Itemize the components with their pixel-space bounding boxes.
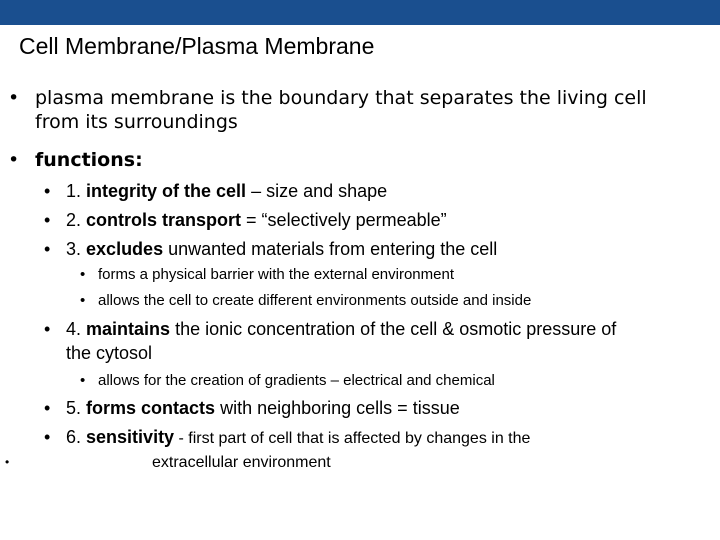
bullet-boundary (8, 86, 647, 134)
item-key-term: forms contacts (86, 398, 216, 418)
bullet-marker: • (8, 149, 20, 171)
bullet-marker: • (80, 292, 86, 309)
bullet-marker: • (44, 319, 51, 339)
item-key-term: integrity of the cell (86, 181, 247, 201)
sub-bullet (80, 265, 454, 285)
function-item (44, 317, 616, 365)
function-item (44, 425, 530, 451)
item-description: with neighboring cells = tissue (215, 398, 460, 418)
functions-heading: functions: (35, 149, 143, 171)
bullet-marker: • (44, 427, 51, 447)
function-item (44, 396, 460, 420)
sub-bullet-text: allows for the creation of gradients – electrical and chemical (98, 372, 495, 389)
item-description: – size and shape (246, 181, 388, 201)
item-key-term: excludes (86, 239, 164, 259)
item-key-term: controls transport (86, 210, 242, 230)
item-number: 5. (66, 398, 82, 418)
item-number: 3. (66, 239, 82, 259)
item-description-continued: extracellular environment (152, 454, 331, 471)
item-description: unwanted materials from entering the cell (163, 239, 498, 259)
item-number: 1. (66, 181, 82, 201)
item-key-term: sensitivity (86, 427, 175, 447)
item-description: = “selectively permeable” (241, 210, 447, 230)
sub-bullet-text: forms a physical barrier with the external environment (98, 266, 454, 283)
item-number: 4. (66, 319, 82, 339)
function-item (44, 208, 447, 232)
item-description-continued: the cytosol (66, 343, 153, 363)
sub-bullet-text: allows the cell to create different environments outside and inside (98, 292, 532, 309)
item-description: - first part of cell that is affected by changes in the (174, 430, 531, 447)
bullet-functions (8, 148, 143, 172)
function-item (44, 179, 387, 203)
item-description: the ionic concentration of the cell & osmotic pressure of (170, 319, 617, 339)
item-number: 2. (66, 210, 82, 230)
bullet-marker: • (80, 266, 86, 283)
bullet-marker: • (8, 87, 20, 109)
bullet-text-continued: from its surroundings (35, 111, 238, 133)
item-key-term: maintains (86, 319, 171, 339)
bullet-marker: • (44, 181, 51, 201)
item-number: 6. (66, 427, 82, 447)
bullet-marker: • (44, 398, 51, 418)
sub-bullet (80, 291, 531, 311)
bullet-text: plasma membrane is the boundary that separates the living cell (35, 87, 647, 109)
header-bar (0, 0, 720, 25)
sub-bullet (80, 371, 495, 391)
function-item (44, 237, 497, 261)
bullet-marker: • (80, 372, 86, 389)
bullet-marker: • (44, 239, 51, 259)
bullet-marker: • (44, 210, 51, 230)
slide-title: Cell Membrane/Plasma Membrane (19, 33, 375, 59)
empty-bullet: • (5, 455, 10, 469)
